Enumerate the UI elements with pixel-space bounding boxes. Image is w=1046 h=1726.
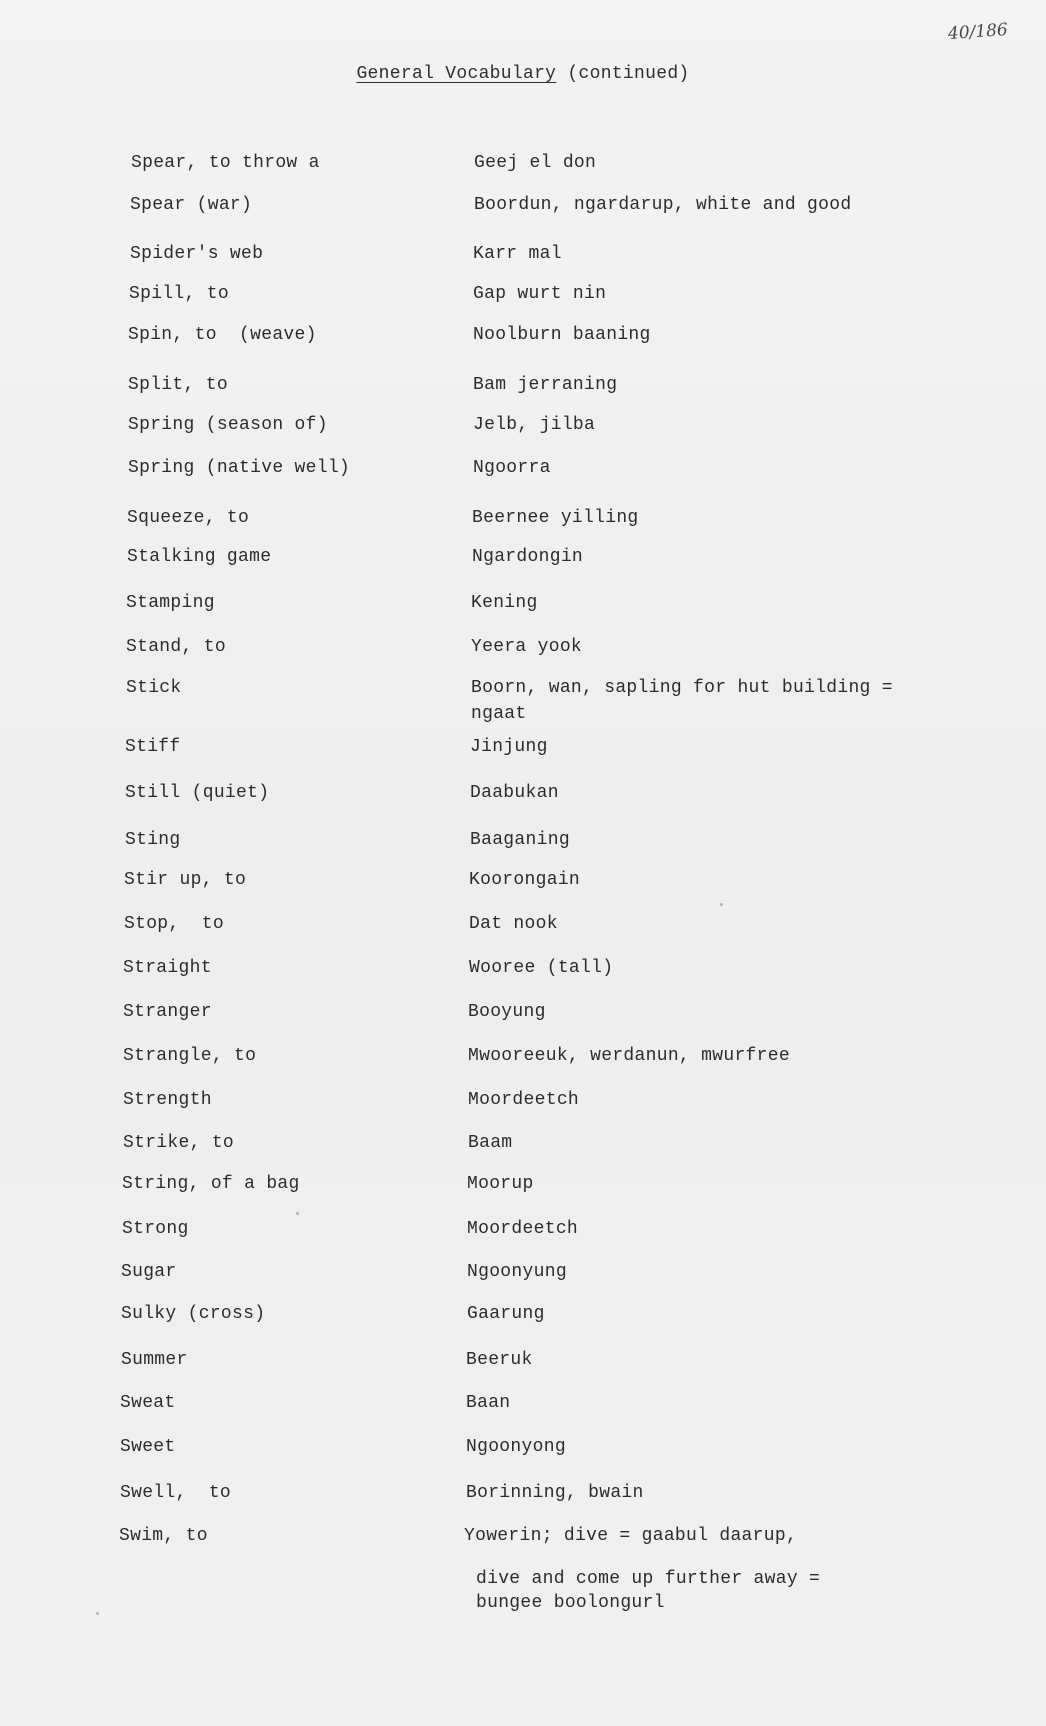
english-term: Stand, to [126,637,226,657]
native-definition: Koorongain [469,870,581,890]
english-term: Sugar [121,1262,177,1282]
native-definition: Yeera yook [471,637,583,657]
native-definition: Borinning, bwain [466,1483,644,1503]
english-term: Spill, to [129,284,229,304]
english-term: Squeeze, to [127,508,250,528]
english-term: Strong [122,1219,189,1239]
page-number: 40/186 [947,19,1009,45]
native-definition: Jinjung [470,737,548,757]
native-definition: Noolburn baaning [473,325,651,345]
native-definition: Jelb, jilba [473,415,596,435]
native-definition: Ngoonyong [466,1437,566,1457]
title-main: General Vocabulary [356,64,557,84]
english-term: Spear (war) [130,195,253,215]
english-term: Spring (season of) [128,415,328,435]
english-term: Strike, to [123,1133,235,1153]
native-definition: Wooree (tall) [469,958,614,978]
native-definition: Ngoonyung [467,1262,567,1282]
native-definition: Gap wurt nin [473,284,607,304]
native-definition: Yowerin; dive = gaabul daarup, [464,1526,798,1546]
native-definition: Booyung [468,1002,546,1022]
english-term: String, of a bag [122,1174,300,1194]
english-term: Still (quiet) [125,783,270,803]
english-term: Stir up, to [124,870,247,890]
english-term: Spin, to (weave) [128,325,317,345]
native-definition: Kening [471,593,538,613]
english-term: Strength [123,1090,212,1110]
english-term: Spring (native well) [128,458,351,478]
native-definition: Baam [468,1133,513,1153]
english-term: Straight [123,958,212,978]
native-definition: Daabukan [470,783,559,803]
native-definition: Moorup [467,1174,534,1194]
english-term: Sweat [120,1393,176,1413]
page-title [0,64,1046,84]
native-definition: Baan [466,1393,511,1413]
native-definition: Baaganing [470,830,570,850]
paper-fleck [720,903,723,906]
english-term: Stranger [123,1002,212,1022]
native-definition: Dat nook [469,914,558,934]
english-term: Stalking game [127,547,272,567]
native-definition: Geej el don [474,153,597,173]
english-term: Stamping [126,593,215,613]
paper-fleck [296,1212,299,1215]
native-definition: Boorn, wan, sapling for hut building = ngaat [471,678,893,724]
native-definition: Karr mal [473,244,562,264]
english-term: Spider's web [130,244,264,264]
english-term: Sulky (cross) [121,1304,266,1324]
native-definition: Ngoorra [473,458,551,478]
title-suffix: (continued) [556,64,690,84]
native-definition: Ngardongin [472,547,584,567]
english-term: Sweet [120,1437,176,1457]
native-definition: Bam jerraning [473,375,618,395]
swim-definition-continuation: dive and come up further away = bungee boolongurl [476,1569,821,1613]
native-definition: Beernee yilling [472,508,639,528]
paper-fleck [96,1612,99,1615]
native-definition: Gaarung [467,1304,545,1324]
english-term: Spear, to throw a [131,153,320,173]
english-term: Swim, to [119,1526,208,1546]
english-term: Stop, to [124,914,224,934]
english-term: Sting [125,830,181,850]
english-term: Swell, to [120,1483,232,1503]
english-term: Strangle, to [123,1046,257,1066]
native-definition: Moordeetch [467,1219,579,1239]
native-definition: Mwooreeuk, werdanun, mwurfree [468,1046,790,1066]
native-definition: Boordun, ngardarup, white and good [474,195,852,215]
native-definition: Moordeetch [468,1090,580,1110]
english-term: Split, to [128,375,228,395]
english-term: Stick [126,678,182,698]
english-term: Summer [121,1350,188,1370]
english-term: Stiff [125,737,181,757]
native-definition: Beeruk [466,1350,533,1370]
